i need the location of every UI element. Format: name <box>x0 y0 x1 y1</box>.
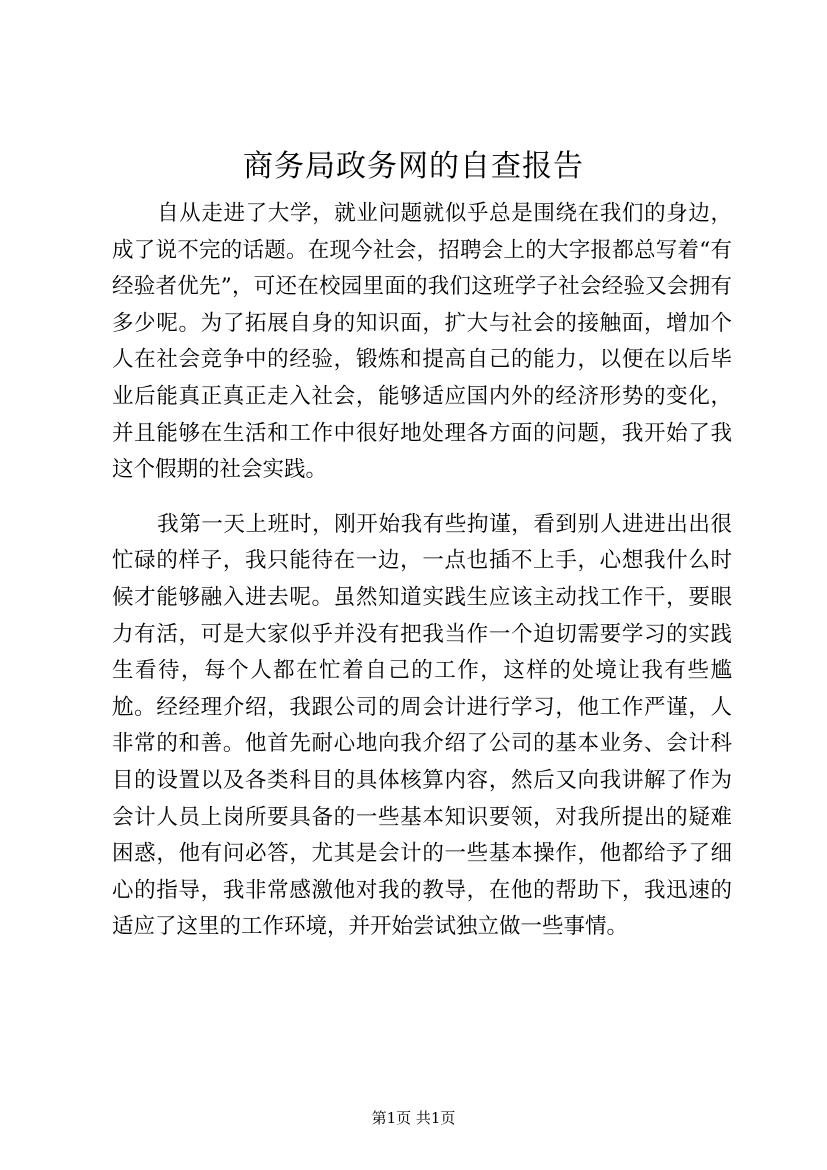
paragraph-1: 自从走进了大学，就业问题就似乎总是围绕在我们的身边，成了说不完的话题。在现今社会，招聘会上的大字报都总写着“有经验者优先”，可还在校园里面的我们这班学子社会经验又会拥有多少呢。为了拓展自身的知识面，扩大与社会的接触面，增加个人在社会竞争中的经验，锻炼和提高自己的能力，以便在以后毕业后能真正真正走入社会，能够适应国内外的经济形势的变化，并且能够在生活和工作中很好地处理各方面的问题，我开始了我这个假期的社会实践。 <box>112 201 732 483</box>
paragraph-2: 我第一天上班时，刚开始我有些拘谨，看到别人进进出出很忙碌的样子，我只能待在一边，一点也插不上手，心想我什么时候才能够融入进去呢。虽然知道实践生应该主动找工作干，要眼力有活，可是大家似乎并没有把我当作一个迫切需要学习的实践生看待，每个人都在忙着自己的工作，这样的处境让我有些尴尬。经经理介绍，我跟公司的周会计进行学习，他工作严谨，人非常的和善。他首先耐心地向我介绍了公司的基本业务、会计科目的设置以及各类科目的具体核算内容，然后又向我讲解了作为会计人员上岗所要具备的一些基本知识要领，对我所提出的疑难困惑，他有问必答，尤其是会计的一些基本操作，他都给予了细心的指导，我非常感激他对我的教导，在他的帮助下，我迅速的适应了这里的工作环境，并开始尝试独立做一些事情。 <box>112 511 732 940</box>
page-footer: 第1页 共1页 <box>371 1109 456 1127</box>
document-title: 商务局政务网的自查报告 <box>243 149 584 184</box>
document-body <box>112 196 732 964</box>
